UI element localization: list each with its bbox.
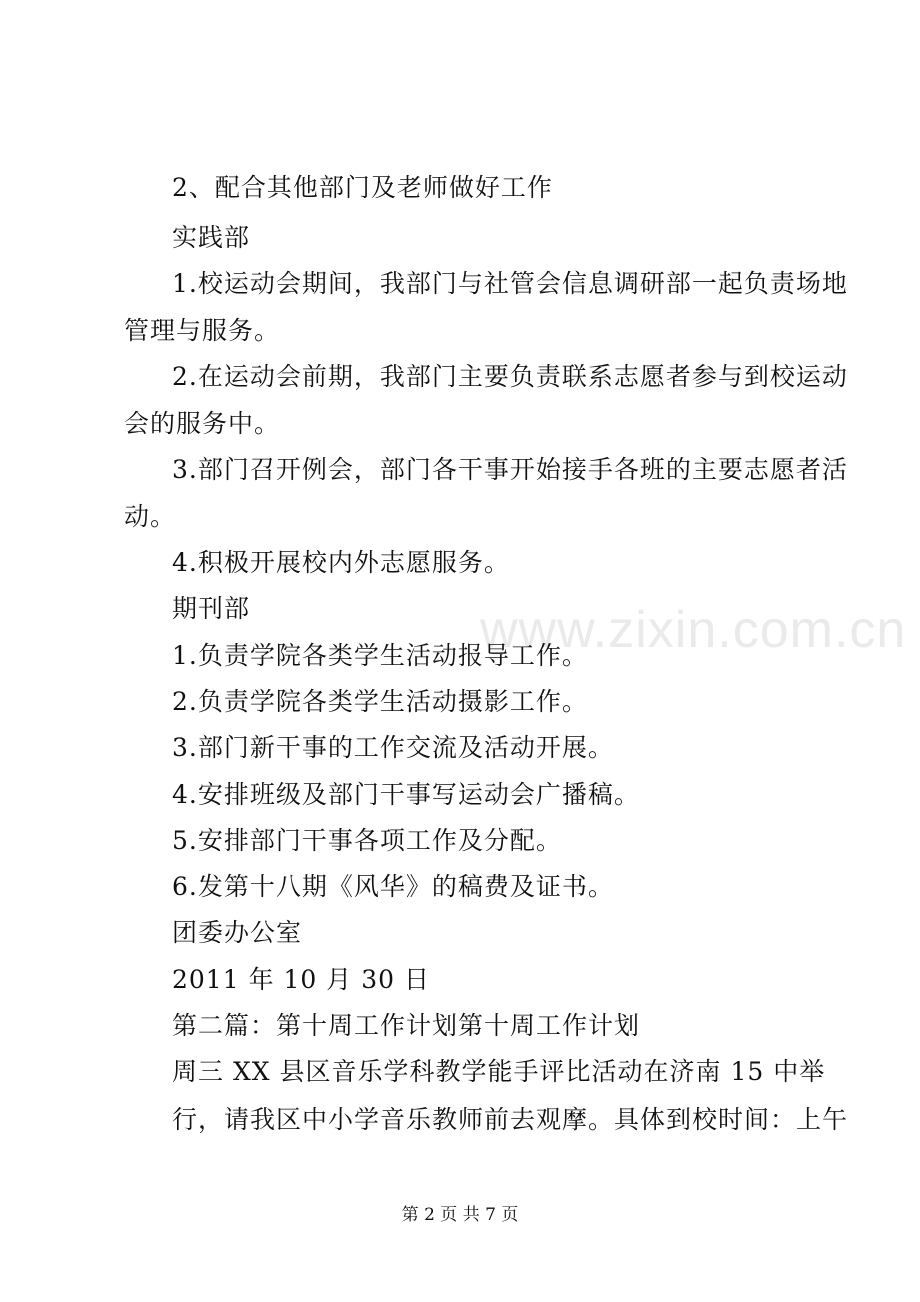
watermark: www.zixin.com.cn xyxy=(480,601,907,659)
page-footer: 第 2 页 共 7 页 xyxy=(401,1205,519,1225)
body-line: 周三 XX 县区音乐学科教学能手评比活动在济南 15 中举 xyxy=(172,1057,826,1086)
body-line: 4.安排班级及部门干事写运动会广播稿。 xyxy=(172,780,640,809)
body-line: 3.部门新干事的工作交流及活动开展。 xyxy=(172,733,614,762)
body-line: 1.校运动会期间，我部门与社管会信息调研部一起负责场地 xyxy=(172,269,848,298)
body-line: 1.负责学院各类学生活动报导工作。 xyxy=(172,641,588,670)
body-line: 6.发第十八期《风华》的稿费及证书。 xyxy=(172,872,614,901)
section-heading: 期刊部 xyxy=(172,594,251,623)
body-line: 2、配合其他部门及老师做好工作 xyxy=(172,173,553,202)
body-line: 5.安排部门干事各项工作及分配。 xyxy=(172,826,562,855)
body-line: 动。 xyxy=(124,502,177,531)
signature-date: 2011 年 10 月 30 日 xyxy=(172,965,430,994)
body-line: 管理与服务。 xyxy=(124,316,281,345)
body-line: 2.负责学院各类学生活动摄影工作。 xyxy=(172,687,588,716)
body-line: 行，请我区中小学音乐教师前去观摩。具体到校时间：上午 xyxy=(172,1105,849,1134)
body-line: 2.在运动会前期，我部门主要负责联系志愿者参与到校运动 xyxy=(172,362,848,391)
section-heading: 实践部 xyxy=(172,223,251,252)
body-line: 会的服务中。 xyxy=(124,409,281,438)
body-line: 3.部门召开例会，部门各干事开始接手各班的主要志愿者活 xyxy=(172,455,848,484)
section-heading: 第二篇：第十周工作计划第十周工作计划 xyxy=(172,1011,641,1040)
signature-org: 团委办公室 xyxy=(172,918,303,947)
body-line: 4.积极开展校内外志愿服务。 xyxy=(172,548,510,577)
